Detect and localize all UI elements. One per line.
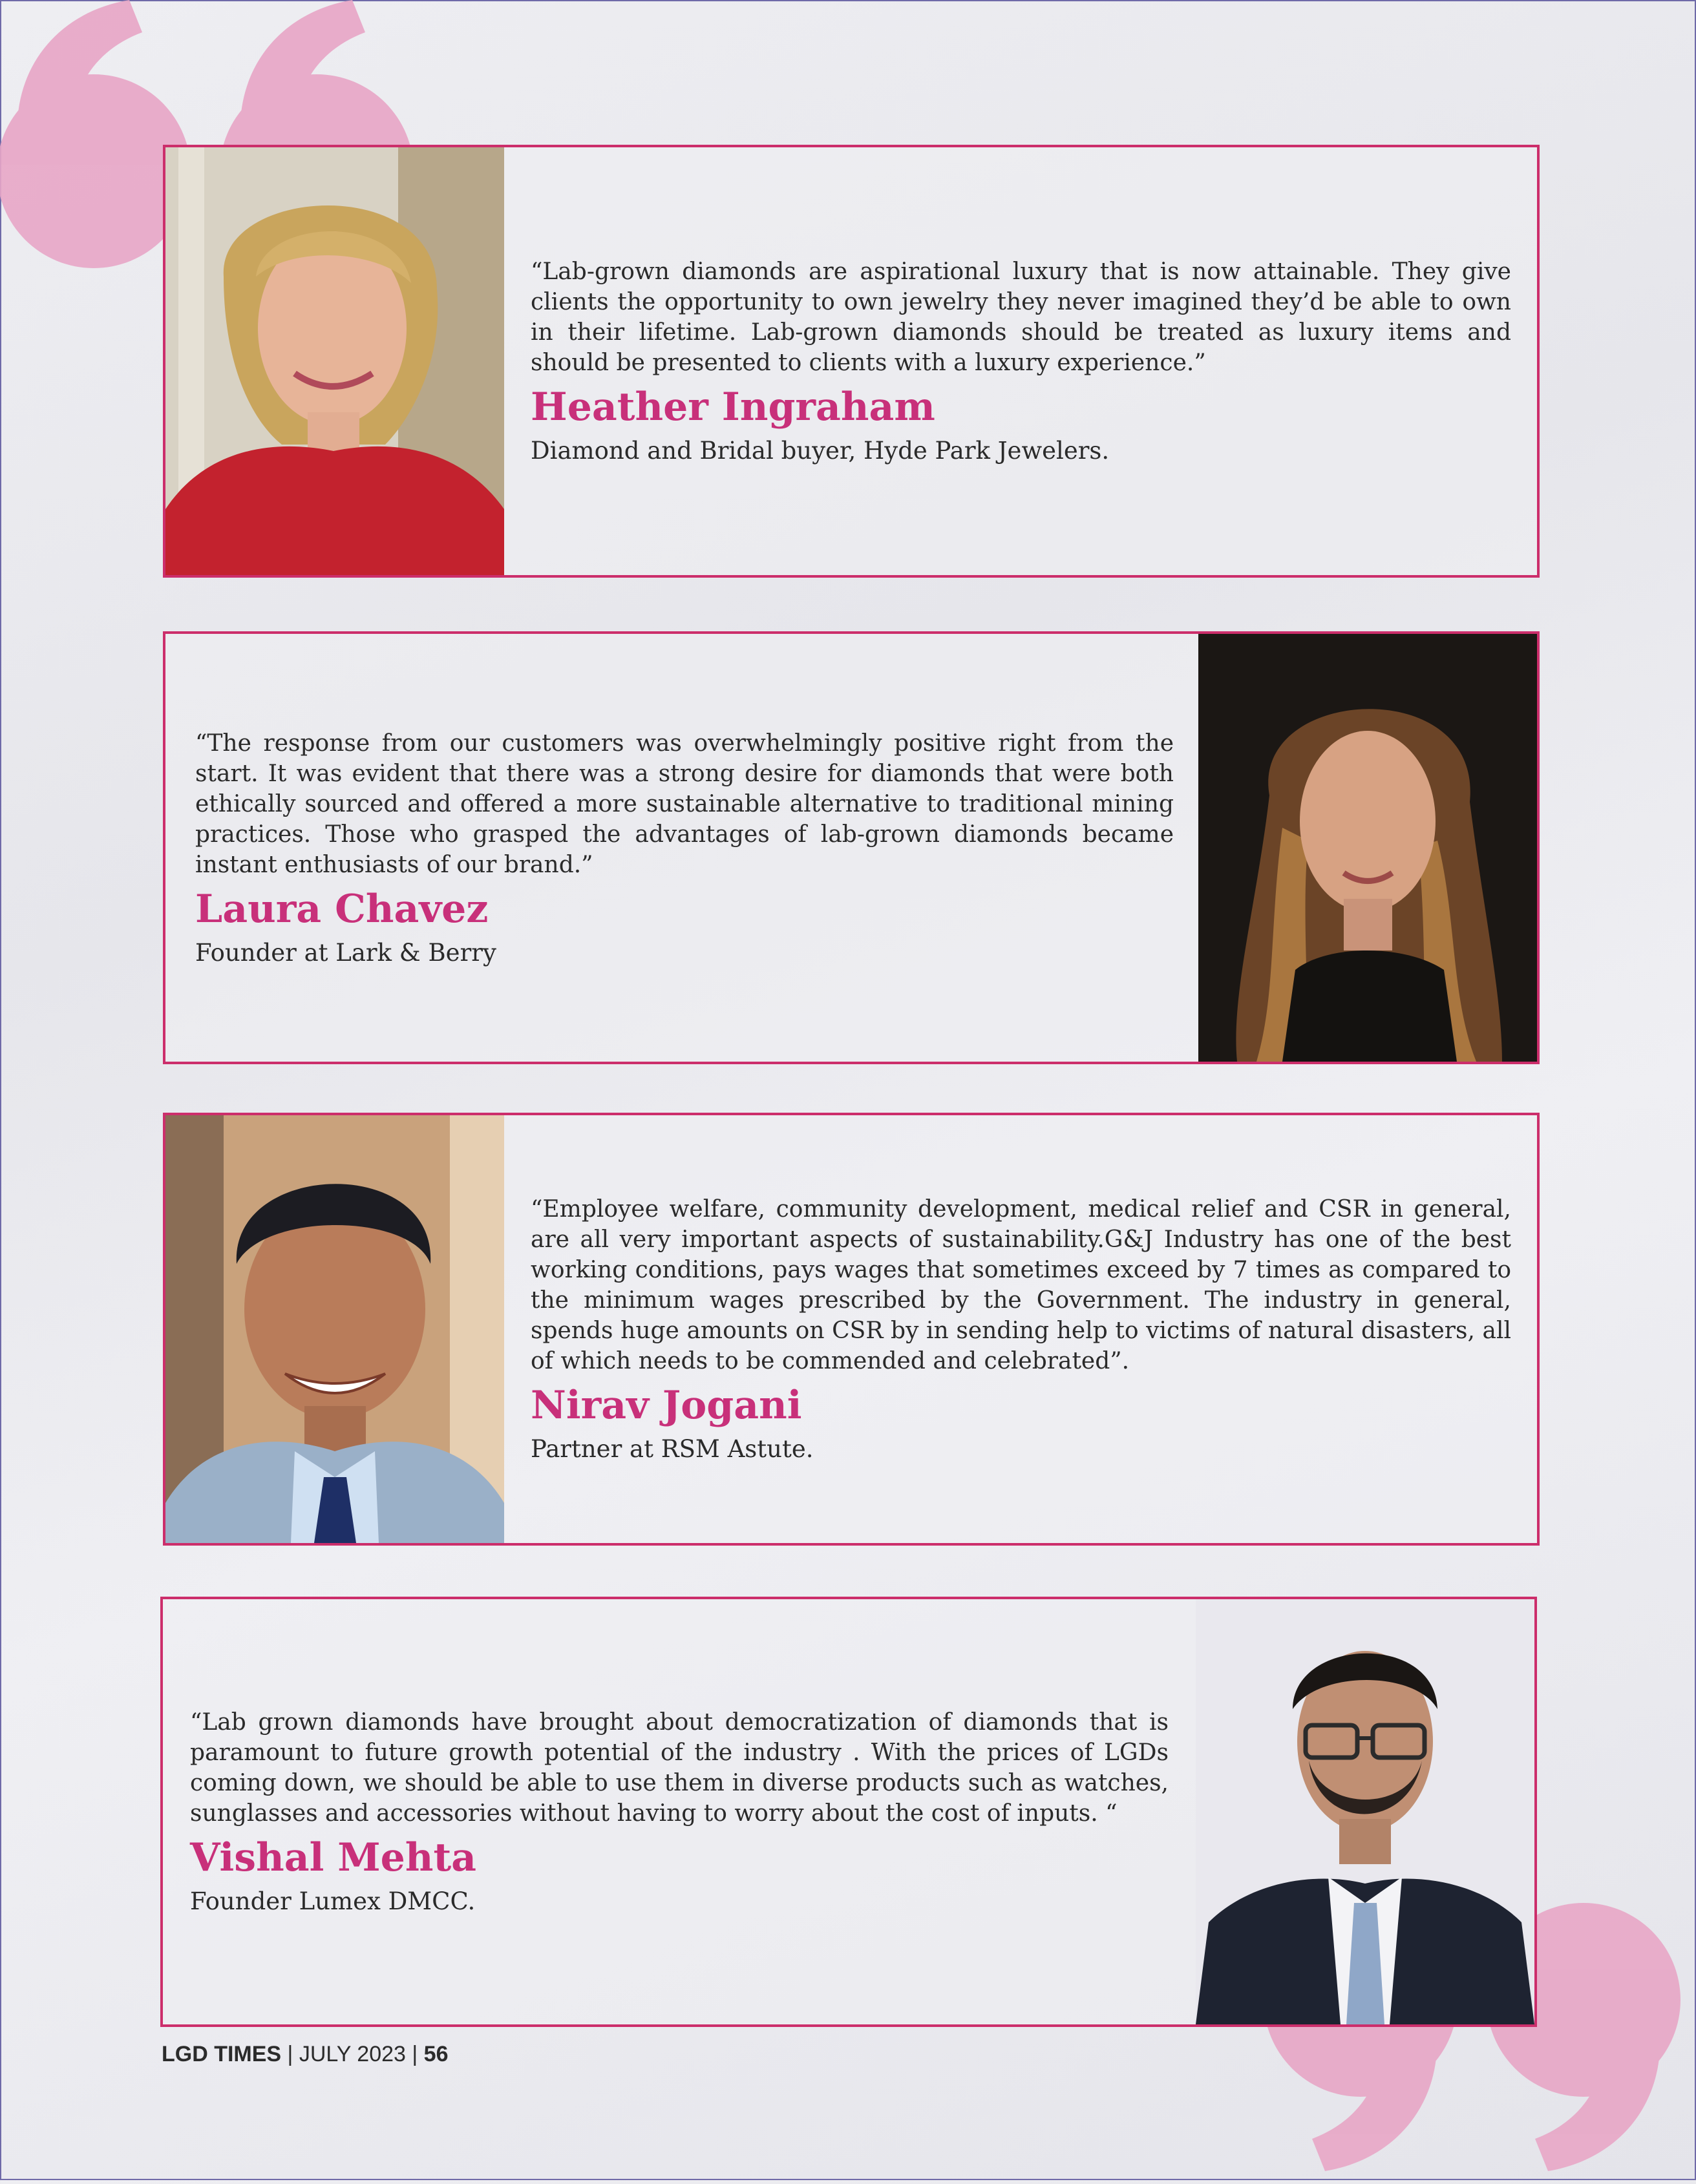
testimonial-quote: “Lab-grown diamonds are aspirational luxury that is now attainable. They give clients the opportunity to own jewelry they never imagined they’d be able to own in their lifetime. Lab-grown diamonds should be treated as luxury items and should be presented to clients with a luxury experience.” (531, 258, 1511, 376)
testimonial-role: Diamond and Bridal buyer, Hyde Park Jewelers. (531, 437, 1110, 465)
testimonial-card-heather-ingraham (163, 145, 1540, 578)
testimonial-role: Founder at Lark & Berry (195, 938, 496, 967)
testimonial-text (190, 1599, 1169, 2024)
testimonial-quote: “Lab grown diamonds have brought about democratization of diamonds that is paramount to future growth potential of the industry . With the prices of LGDs coming down, we should be able to use them in diverse products such as watches, sunglasses and accessories without having to worry about the cost of inputs. “ (190, 1709, 1169, 1827)
footer-issue: JULY 2023 (299, 2042, 406, 2066)
page-footer (162, 2042, 449, 2067)
testimonial-text (531, 1115, 1511, 1543)
testimonial-role: Partner at RSM Astute. (531, 1435, 814, 1463)
footer-publication: LGD TIMES (162, 2042, 282, 2066)
testimonial-quote: “The response from our customers was overwhelmingly positive right from the start. It was evident that there was a strong desire for diamonds that were both ethically sourced and offered a more sustainable alternative to traditional mining practices. Those who grasped the advantages of lab-grown diamonds became instant enthusiasts of our brand.” (195, 730, 1174, 878)
testimonial-card-laura-chavez (163, 631, 1540, 1064)
testimonial-name: Vishal Mehta (190, 1835, 477, 1880)
testimonial-card-vishal-mehta (160, 1597, 1537, 2027)
testimonial-name: Heather Ingraham (531, 384, 935, 430)
testimonial-quote: “Employee welfare, community development, medical relief and CSR in general, are all very important aspects of sustainability.G&J Industry has one of the best working conditions, pays wages that sometimes exceed by 7 times as compared to the minimum wages prescribed by the Government. The industry in general, spends huge amounts on CSR by in sending help to victims of natural disasters, all of which needs to be commended and celebrated”. (531, 1196, 1511, 1374)
testimonial-role: Founder Lumex DMCC. (190, 1887, 476, 1915)
portrait-nirav-jogani (165, 1115, 504, 1543)
portrait-vishal-mehta (1196, 1599, 1534, 2024)
testimonial-name: Laura Chavez (195, 886, 489, 932)
footer-separator: | (281, 2042, 299, 2066)
testimonial-card-nirav-jogani (163, 1113, 1540, 1546)
footer-separator: | (405, 2042, 424, 2066)
testimonial-name: Nirav Jogani (531, 1383, 802, 1428)
portrait-heather-ingraham (165, 147, 504, 575)
testimonial-text (195, 634, 1174, 1062)
portrait-laura-chavez (1198, 634, 1537, 1062)
testimonial-text (531, 147, 1511, 575)
footer-page-number: 56 (423, 2042, 449, 2066)
